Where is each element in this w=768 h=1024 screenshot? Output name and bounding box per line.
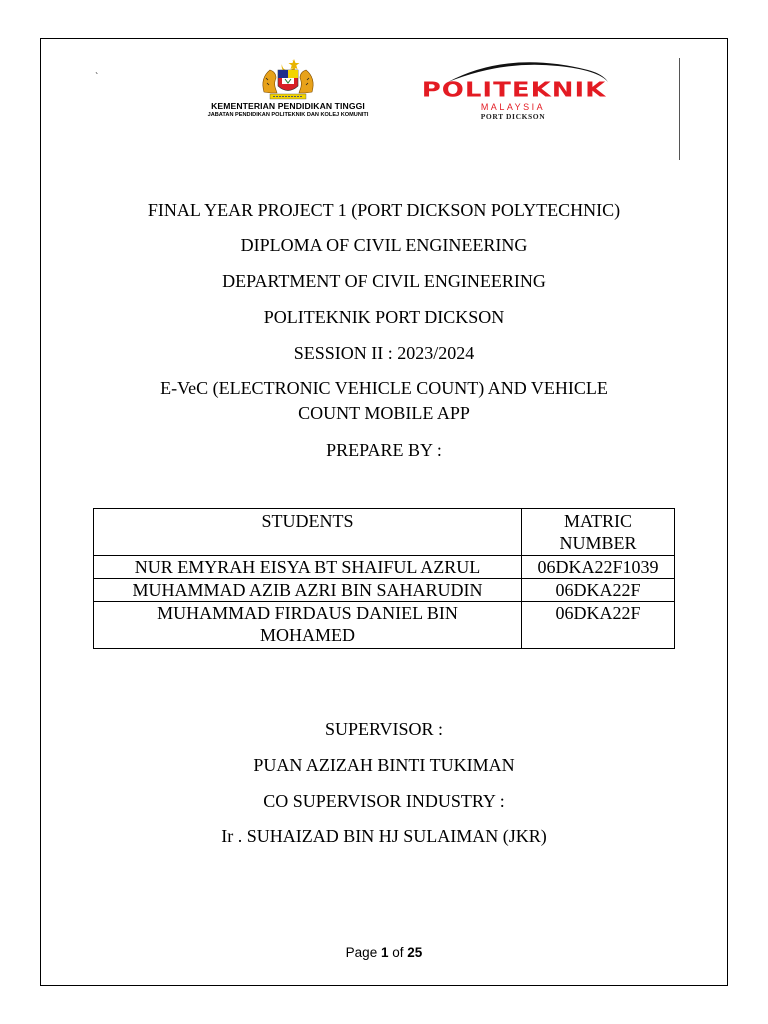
table-row	[94, 602, 675, 649]
current-page: 1	[380, 945, 389, 960]
co-supervisor-label: CO SUPERVISOR INDUSTRY :	[263, 791, 505, 811]
project-title-line1: E-VeC (ELECTRONIC VEHICLE COUNT) AND VEHICLE	[160, 378, 608, 398]
students-header	[94, 509, 522, 556]
table-row	[94, 556, 675, 579]
matric-header	[522, 509, 675, 556]
project-title-line2: COUNT MOBILE APP	[298, 403, 470, 423]
matric-number: 06DKA22F	[522, 579, 675, 602]
politeknik-logo	[408, 56, 618, 124]
politeknik-campus: PORT DICKSON	[480, 112, 546, 121]
of-label: of	[392, 945, 404, 960]
student-name-cont: MOHAMED	[259, 625, 355, 645]
matric-number: 06DKA22F1039	[522, 556, 675, 579]
matric-header-line1: MATRIC	[563, 511, 632, 531]
page-number-footer	[40, 945, 728, 960]
student-name: NUR EMYRAH EISYA BT SHAIFUL AZRUL	[94, 556, 522, 579]
prepared-by-label: PREPARE BY :	[326, 440, 442, 460]
ministry-name: KEMENTERIAN PENDIDIKAN TINGGI	[211, 101, 365, 111]
table-row	[94, 579, 675, 602]
coat-of-arms-icon	[256, 56, 320, 102]
student-name: MUHAMMAD FIRDAUS DANIEL BIN	[157, 603, 458, 623]
project-heading: FINAL YEAR PROJECT 1 (PORT DICKSON POLYTECHNIC)	[147, 200, 621, 220]
table-header-row	[94, 509, 675, 556]
supervisor-label: SUPERVISOR :	[324, 719, 444, 739]
politeknik-wordmark: POLITEKNIK	[421, 78, 607, 102]
ministry-logo	[176, 56, 400, 122]
supervisor-name: PUAN AZIZAH BINTI TUKIMAN	[253, 755, 515, 775]
student-name-cell	[94, 602, 522, 649]
department-name: JABATAN PENDIDIKAN POLITEKNIK DAN KOLEJ KOMUNITI	[207, 112, 369, 118]
session-heading: SESSION II : 2023/2024	[293, 343, 475, 363]
matric-header-line2: NUMBER	[559, 533, 637, 553]
department-heading: DEPARTMENT OF CIVIL ENGINEERING	[222, 271, 546, 291]
students-table	[93, 508, 675, 649]
total-pages: 25	[407, 945, 423, 960]
student-name: MUHAMMAD AZIB AZRI BIN SAHARUDIN	[94, 579, 522, 602]
vertical-rule	[679, 58, 680, 160]
diploma-heading: DIPLOMA OF CIVIL ENGINEERING	[240, 235, 528, 255]
co-supervisor-name: Ir . SUHAIZAD BIN HJ SULAIMAN (JKR)	[221, 826, 547, 846]
politeknik-country: MALAYSIA	[480, 102, 546, 112]
page-label: Page	[345, 945, 378, 960]
institution-heading: POLITEKNIK PORT DICKSON	[263, 307, 505, 327]
matric-number: 06DKA22F	[522, 602, 675, 649]
stray-mark: `	[95, 72, 99, 83]
students-header-label: STUDENTS	[261, 511, 354, 531]
